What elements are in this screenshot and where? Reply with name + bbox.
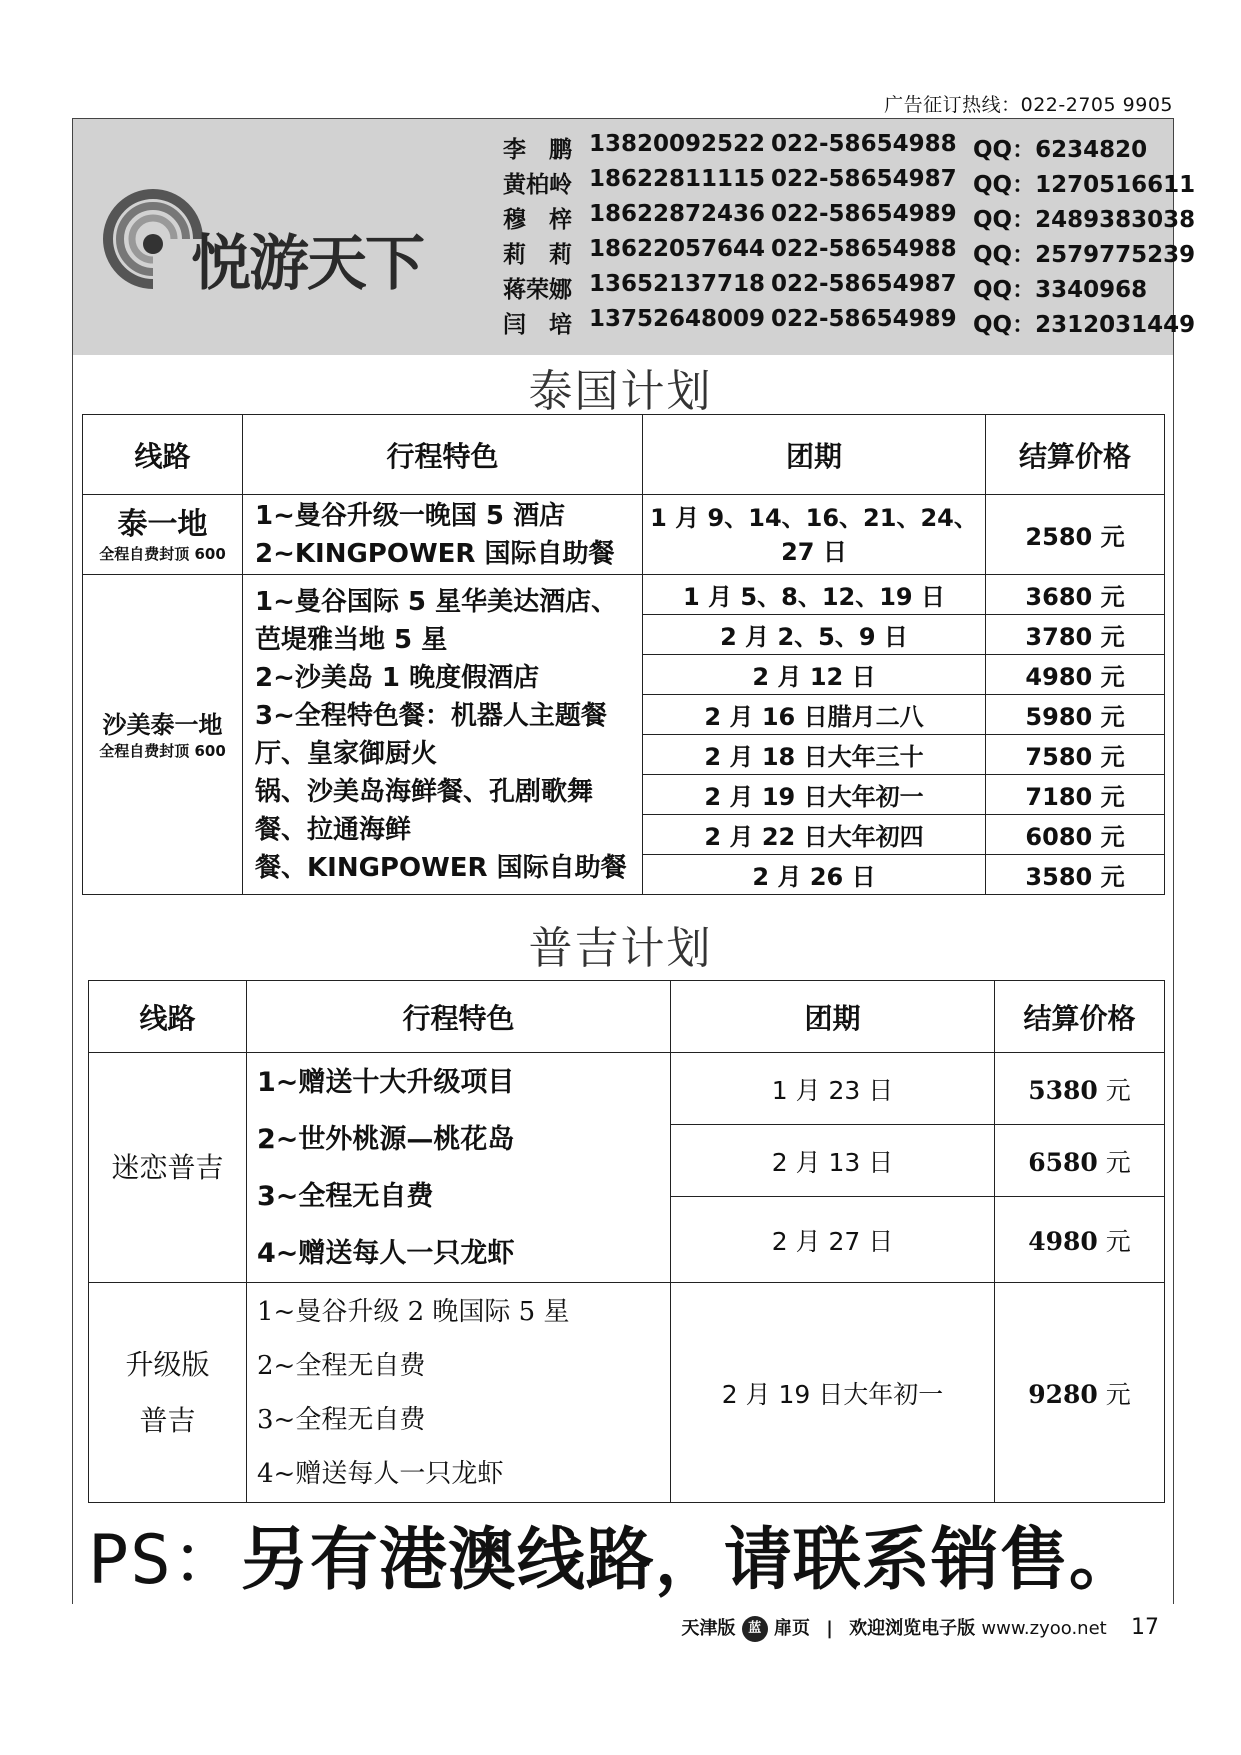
date-cell: 2 月 19 日大年初一 xyxy=(643,775,986,815)
date-cell: 1 月 5、8、12、19 日 xyxy=(643,575,986,615)
dates-cell xyxy=(643,495,986,575)
price-cell xyxy=(995,1053,1165,1125)
feature-line: 2~沙美岛 1 晚度假酒店 xyxy=(255,662,540,693)
route-note: 全程自费封顶 600 xyxy=(99,741,226,760)
footer-url[interactable]: www.zyoo.net xyxy=(981,1618,1107,1639)
route-cell xyxy=(89,1283,247,1503)
route-cell: 迷恋普吉 xyxy=(89,1053,247,1283)
price-amount: 9280 xyxy=(1028,1379,1098,1409)
price-cell xyxy=(995,1125,1165,1197)
price-cell: 3680 元 xyxy=(986,575,1165,615)
contact-name: 莉 莉 xyxy=(503,242,572,268)
table-header-row xyxy=(89,981,1165,1053)
contact-qq: QQ：3340968 xyxy=(973,277,1148,303)
contact-tel: 022-58654988 xyxy=(771,236,957,262)
feature-line: 3~全程无自费 xyxy=(257,1180,434,1212)
price-cell: 3580 元 xyxy=(986,855,1165,895)
contact-mobile: 13820092522 xyxy=(589,131,766,157)
col-header-features: 行程特色 xyxy=(247,981,671,1053)
phuket-plan-title: 普吉计划 xyxy=(528,923,713,974)
contact-tel: 022-58654989 xyxy=(771,201,957,227)
feature-line: 餐、KINGPOWER 国际自助餐 xyxy=(255,852,627,883)
contact-qq: QQ：2489383038 xyxy=(973,207,1196,233)
contact-mobile: 18622811115 xyxy=(589,166,766,192)
table-row xyxy=(89,1053,1165,1125)
feature-line: 2~世外桃源—桃花岛 xyxy=(257,1123,515,1155)
ps-note xyxy=(88,1506,1138,1603)
price-unit: 元 xyxy=(1105,1147,1131,1177)
route-name-line: 普吉 xyxy=(139,1403,196,1437)
route-note: 全程自费封顶 600 xyxy=(99,544,226,563)
brand-logo xyxy=(103,174,443,299)
date-cell: 2 月 18 日大年三十 xyxy=(643,735,986,775)
feature-line: 1~赠送十大升级项目 xyxy=(257,1066,515,1098)
col-header-dates: 团期 xyxy=(643,415,986,495)
contact-tel: 022-58654989 xyxy=(771,306,957,332)
date-cell: 2 月 16 日腊月二八 xyxy=(643,695,986,735)
route-name: 沙美泰一地 xyxy=(102,710,223,739)
date-cell: 1 月 23 日 xyxy=(671,1053,995,1125)
ps-text: 另有港澳线路，请联系销售。 xyxy=(240,1521,1138,1600)
page-footer xyxy=(681,1614,1159,1642)
contact-qq: QQ：2312031449 xyxy=(973,312,1196,338)
contact-tel: 022-58654988 xyxy=(771,131,957,157)
feature-line: 1~曼谷升级一晚国 5 酒店 xyxy=(255,500,566,531)
date-cell: 2 月 26 日 xyxy=(643,855,986,895)
date-cell: 2 月 13 日 xyxy=(671,1125,995,1197)
contact-mobile: 18622057644 xyxy=(589,236,766,262)
route-name-line: 升级版 xyxy=(125,1347,210,1381)
price-unit: 元 xyxy=(1105,1226,1131,1256)
features-cell xyxy=(243,495,643,575)
table-header-row xyxy=(83,415,1165,495)
feature-line: 1~曼谷升级 2 晚国际 5 星 xyxy=(257,1296,570,1327)
date-line: 27 日 xyxy=(781,537,847,566)
features-cell xyxy=(247,1283,671,1503)
feature-line: 2~KINGPOWER 国际自助餐 xyxy=(255,538,615,569)
price-amount: 5380 xyxy=(1028,1075,1098,1105)
col-header-features: 行程特色 xyxy=(243,415,643,495)
price-cell: 7580 元 xyxy=(986,735,1165,775)
price-cell: 6080 元 xyxy=(986,815,1165,855)
date-cell: 2 月 2、5、9 日 xyxy=(643,615,986,655)
price-unit: 元 xyxy=(1105,1379,1131,1409)
contact-qq: QQ：2579775239 xyxy=(973,242,1196,268)
contact-tel: 022-58654987 xyxy=(771,271,957,297)
feature-line: 3~全程无自费 xyxy=(257,1404,426,1435)
price-cell: 3780 元 xyxy=(986,615,1165,655)
features-cell xyxy=(247,1053,671,1283)
feature-line: 餐、拉通海鲜 xyxy=(255,814,412,845)
route-cell xyxy=(83,575,243,895)
contact-name: 穆 梓 xyxy=(503,207,572,233)
price-cell xyxy=(995,1197,1165,1283)
thailand-plan-table xyxy=(82,414,1165,895)
features-cell xyxy=(243,575,643,895)
col-header-price: 结算价格 xyxy=(986,415,1165,495)
contact-qq: QQ：6234820 xyxy=(973,137,1148,163)
route-name: 泰一地 xyxy=(117,506,208,542)
date-cell: 2 月 27 日 xyxy=(671,1197,995,1283)
feature-line: 2~全程无自费 xyxy=(257,1350,426,1381)
date-line: 1 月 9、14、16、21、24、 xyxy=(650,503,978,532)
price-cell: 4980 元 xyxy=(986,655,1165,695)
edition-badge-icon: 蓝 xyxy=(742,1616,768,1642)
footer-welcome: 欢迎浏览电子版 xyxy=(849,1618,976,1639)
contact-name: 李 鹏 xyxy=(503,137,572,163)
page-number: 17 xyxy=(1131,1615,1159,1640)
price-cell: 5980 元 xyxy=(986,695,1165,735)
price-cell xyxy=(995,1283,1165,1503)
route-cell xyxy=(83,495,243,575)
footer-section: 扉页 xyxy=(773,1618,810,1639)
ad-hotline: 广告征订热线：022-2705 9905 xyxy=(884,94,1173,116)
price-amount: 6580 xyxy=(1028,1147,1098,1177)
table-row xyxy=(89,1283,1165,1503)
col-header-route: 线路 xyxy=(89,981,247,1053)
contact-tel: 022-58654987 xyxy=(771,166,957,192)
contact-name: 黄柏岭 xyxy=(503,172,572,198)
feature-line: 锅、沙美岛海鲜餐、孔剧歌舞 xyxy=(255,776,594,807)
brand-logo-text: 悦游天下 xyxy=(191,229,423,299)
table-row xyxy=(83,495,1165,575)
date-cell: 2 月 19 日大年初一 xyxy=(671,1283,995,1503)
contact-qq: QQ：1270516611 xyxy=(973,172,1196,198)
contact-name: 蒋荣娜 xyxy=(503,277,572,303)
date-cell: 2 月 22 日大年初四 xyxy=(643,815,986,855)
feature-line: 厅、皇家御厨火 xyxy=(255,738,438,769)
col-header-route: 线路 xyxy=(83,415,243,495)
date-cell: 2 月 12 日 xyxy=(643,655,986,695)
contact-mobile: 13652137718 xyxy=(589,271,766,297)
footer-edition: 天津版 xyxy=(681,1618,736,1639)
swirl-logo-icon xyxy=(103,184,203,294)
ps-lead: PS： xyxy=(88,1521,241,1600)
feature-line: 4~赠送每人一只龙虾 xyxy=(257,1237,515,1269)
feature-line: 3~全程特色餐：机器人主题餐 xyxy=(255,700,607,731)
table-row xyxy=(83,575,1165,615)
phuket-plan-table xyxy=(88,980,1165,1503)
contact-name: 闫 培 xyxy=(503,312,572,338)
contact-mobile: 13752648009 xyxy=(589,306,766,332)
col-header-price: 结算价格 xyxy=(995,981,1165,1053)
thailand-plan-title: 泰国计划 xyxy=(528,366,713,417)
feature-line: 芭堤雅当地 5 星 xyxy=(255,624,448,655)
header-banner xyxy=(73,119,1196,355)
price-unit: 元 xyxy=(1105,1075,1131,1105)
price-cell: 2580 元 xyxy=(986,495,1165,575)
contact-mobile: 18622872436 xyxy=(589,201,766,227)
feature-line: 1~曼谷国际 5 星华美达酒店、 xyxy=(255,586,618,617)
col-header-dates: 团期 xyxy=(671,981,995,1053)
price-cell: 7180 元 xyxy=(986,775,1165,815)
footer-divider: | xyxy=(826,1618,833,1639)
feature-line: 4~赠送每人一只龙虾 xyxy=(257,1458,504,1489)
price-amount: 4980 xyxy=(1028,1226,1098,1256)
